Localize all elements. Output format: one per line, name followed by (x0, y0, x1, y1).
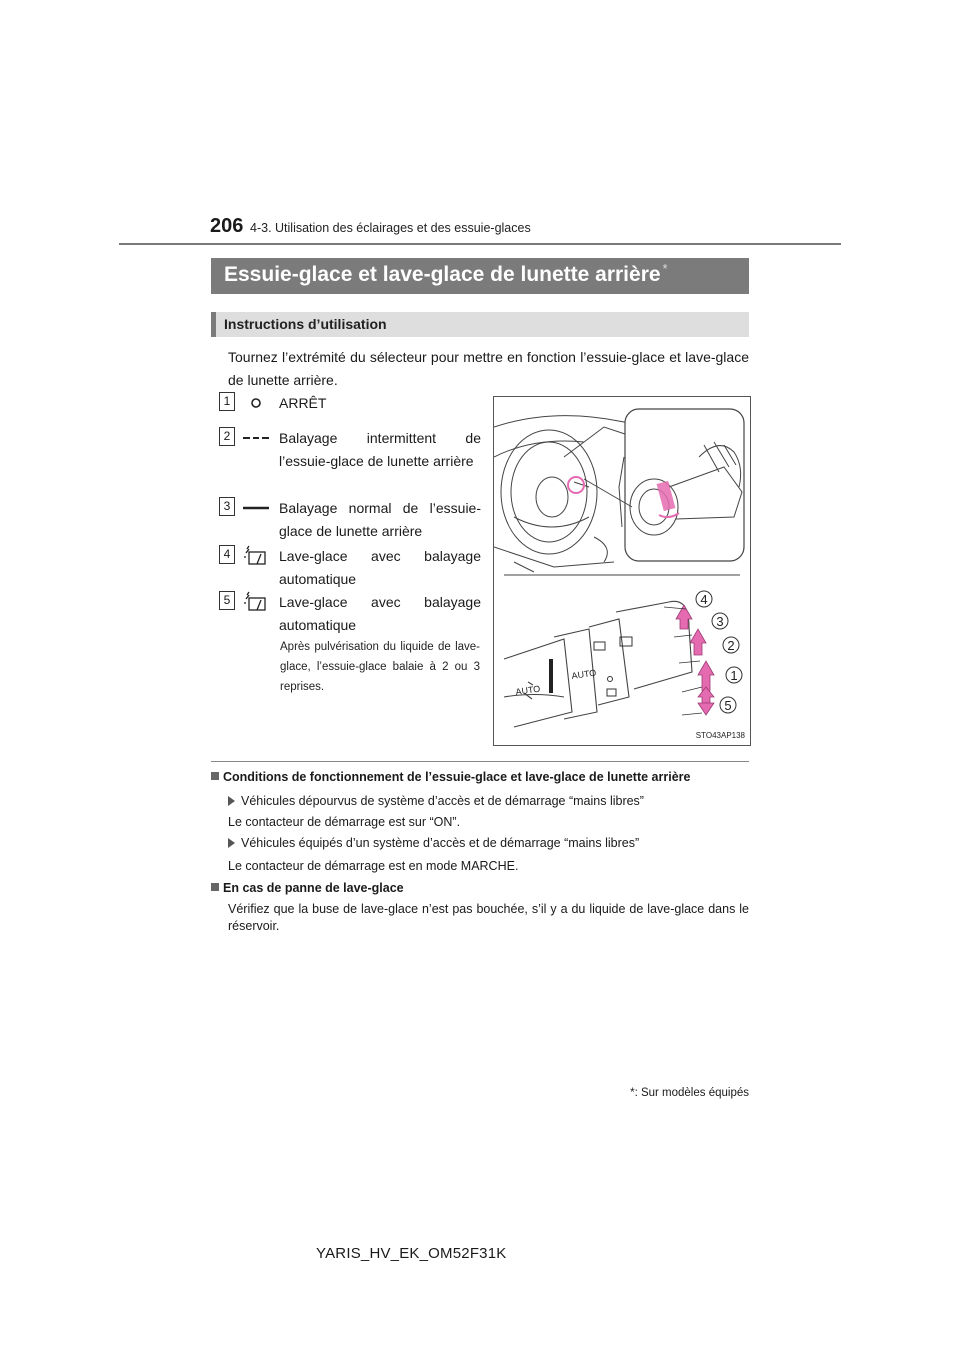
item-text: Balayage normal de l’essuie-glace de lunette arrière (279, 500, 481, 539)
failure-heading-text: En cas de panne de lave-glace (223, 881, 404, 895)
bullet-square-icon (211, 772, 219, 780)
title-bar (211, 258, 749, 294)
off-circle-icon (243, 392, 269, 414)
callout-number: 3 (716, 614, 724, 629)
footnote-asterisk: * (630, 1087, 635, 1099)
item-number: 3 (219, 497, 235, 516)
item-note: Après pulvérisation du liquide de lave-glace, l’essuie-glace balaie à 2 ou 3 reprises. (280, 641, 480, 693)
footnote-text: : Sur modèles équipés (634, 1087, 749, 1099)
item-text: Lave-glace avec balayage automatique (279, 548, 481, 587)
header-rule (119, 243, 841, 245)
wiper-lever-illustration (493, 396, 751, 746)
normal-line-icon (243, 497, 269, 519)
lever-auto-label: AUTO (570, 667, 597, 681)
callout-number: 5 (724, 698, 732, 713)
conditions-heading-text: Conditions de fonctionnement de l’essuie-glace et lave-glace de lunette arrière (223, 770, 691, 784)
item-number: 5 (219, 591, 235, 610)
condition-case-2 (228, 836, 639, 850)
illustration-svg (494, 397, 750, 745)
figure-label: STO43AP138 (695, 731, 745, 740)
item-number: 1 (219, 392, 235, 411)
callout-number: 1 (730, 668, 738, 683)
rear-washer-icon (243, 545, 269, 567)
section-heading: 4-3. Utilisation des éclairages et des essuie-glaces (250, 221, 531, 235)
condition-case-1-text: Véhicules dépourvus de système d’accès et de démarrage “mains libres” (241, 794, 644, 808)
subtitle-bar (211, 312, 749, 337)
callout-number: 2 (727, 638, 735, 653)
page-title (224, 263, 668, 287)
footnote (600, 1087, 749, 1099)
conditions-heading (211, 770, 690, 784)
failure-text: Vérifiez que la buse de lave-glace n’est pas bouchée, s’il y a du liquide de lave-glace dans le réservoir. (228, 902, 749, 933)
condition-case-2-text: Véhicules équipés d’un système d’accès et de démarrage “mains libres” (241, 836, 640, 850)
document-code: YARIS_HV_EK_OM52F31K (316, 1245, 507, 1262)
intermittent-dash-icon (243, 427, 269, 449)
lever-auto-label-2: AUTO (514, 683, 541, 697)
callout-number: 4 (700, 592, 708, 607)
triangle-bullet-icon (228, 796, 235, 806)
triangle-bullet-icon (228, 838, 235, 848)
item-text: Lave-glace avec balayage automatique (279, 594, 481, 633)
failure-heading (211, 881, 404, 895)
section-divider (211, 761, 749, 762)
bullet-square-icon (211, 883, 219, 891)
rear-washer-icon (243, 591, 269, 613)
page-title-text: Essuie-glace et lave-glace de lunette arrière (224, 263, 661, 286)
title-asterisk: * (662, 261, 668, 276)
page-number: 206 (210, 215, 244, 237)
intro-paragraph: Tournez l’extrémité du sélecteur pour mettre en fonction l’essuie-glace et lave-glace de lunette arrière. (228, 349, 749, 388)
item-text: ARRÊT (279, 395, 327, 411)
subtitle-accent (211, 312, 216, 337)
item-number: 4 (219, 545, 235, 564)
condition-case-1-detail: Le contacteur de démarrage est sur “ON”. (228, 815, 461, 829)
item-text: Balayage intermittent de l’essuie-glace de lunette arrière (279, 430, 481, 469)
condition-case-2-detail: Le contacteur de démarrage est en mode MARCHE. (228, 859, 519, 873)
item-number: 2 (219, 427, 235, 446)
subtitle-text: Instructions d’utilisation (224, 316, 387, 332)
condition-case-1 (228, 794, 644, 808)
